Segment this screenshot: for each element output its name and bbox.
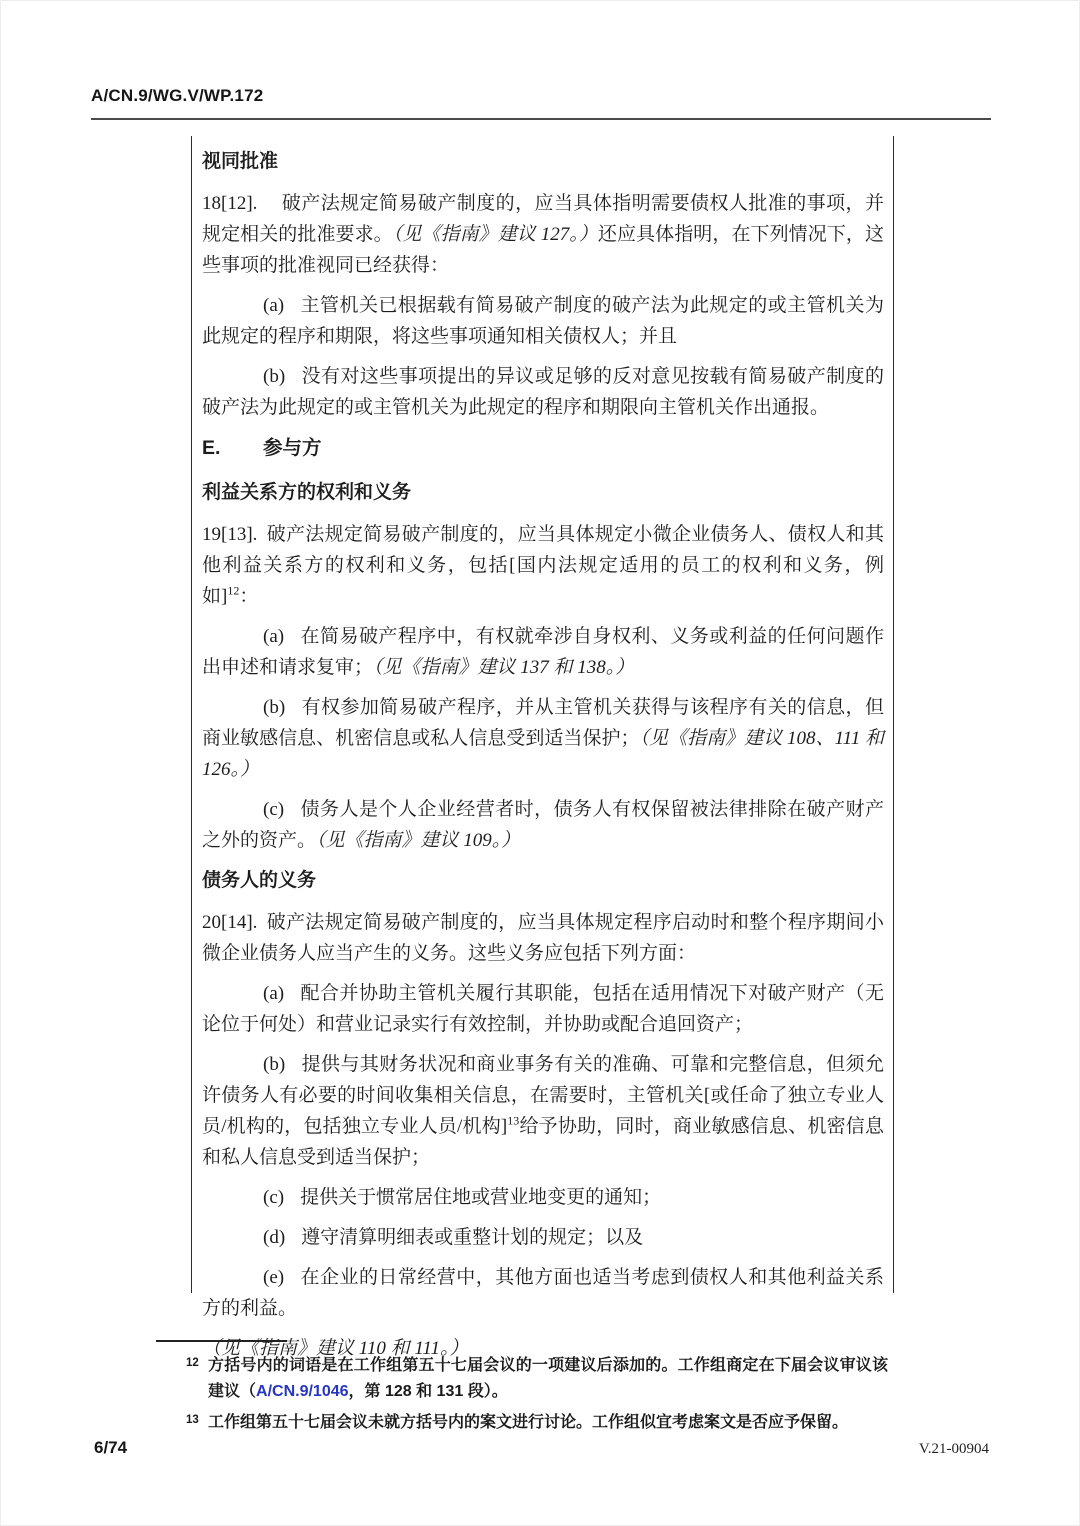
item-label: (a) bbox=[263, 983, 285, 1004]
heading-debtor-obligations: 债务人的义务 bbox=[202, 870, 317, 891]
final-guide-citation: （见《指南》建议 110 和 111。） bbox=[202, 1338, 469, 1359]
section-letter: E. bbox=[202, 437, 221, 459]
list-item-20d bbox=[202, 1222, 884, 1253]
footnote-ref-13: 13 bbox=[507, 1113, 520, 1128]
footnote-separator bbox=[156, 1340, 287, 1342]
heading-deemed-approval: 视同批准 bbox=[202, 151, 279, 172]
item-label: (c) bbox=[263, 799, 285, 820]
para-text: 破产法规定简易破产制度的，应当具体指明需要债权人批准的事项，并规定相关的批准要求。 bbox=[202, 193, 884, 245]
footnote-ref-12: 12 bbox=[227, 583, 240, 598]
footnote-text: 工作组第五十七届会议未就方括号内的案文进行讨论。工作组似宜考虑案文是否应予保留。 bbox=[208, 1414, 849, 1431]
item-label: (b) bbox=[263, 366, 286, 387]
item-text: 遵守清算明细表或重整计划的规定；以及 bbox=[301, 1227, 644, 1248]
list-item-19a bbox=[202, 621, 884, 683]
doc-reference-link[interactable]: A/CN.9/1046 bbox=[256, 1383, 349, 1400]
footnote-number: 12 bbox=[186, 1357, 199, 1369]
header-rule bbox=[91, 118, 991, 120]
guide-citation: （见《指南》建议 109。） bbox=[316, 830, 521, 851]
para-number: 18[12]. bbox=[202, 193, 258, 214]
item-label: (d) bbox=[263, 1227, 286, 1248]
para-text: 破产法规定简易破产制度的，应当具体规定小微企业债务人、债权人和其他利益关系方的权利和义务，包括[国内法规定适用的员工的权利和义务，例如] bbox=[202, 524, 884, 607]
para-text: 破产法规定简易破产制度的，应当具体规定程序启动时和整个程序期间小微企业债务人应当产生的义务。这些义务应包括下列方面： bbox=[202, 912, 884, 964]
item-text: 在企业的日常经营中，其他方面也适当考虑到债权人和其他利益关系方的利益。 bbox=[202, 1267, 884, 1319]
heading-rights-obligations: 利益关系方的权利和义务 bbox=[202, 482, 412, 503]
para-number: 20[14]. bbox=[202, 912, 258, 933]
footnote-number: 13 bbox=[186, 1414, 199, 1426]
change-bar-left bbox=[191, 136, 192, 1293]
list-item-18a bbox=[202, 290, 884, 352]
item-label: (b) bbox=[263, 1054, 286, 1075]
item-text: 有权参加简易破产程序，并从主管机关获得与该程序有关的信息，但商业敏感信息、机密信息或私人信息受到适当保护； bbox=[202, 697, 884, 749]
footnote-13 bbox=[186, 1410, 888, 1436]
guide-citation: （见《指南》建议 127。） bbox=[392, 224, 598, 245]
list-item-18b bbox=[202, 361, 884, 423]
list-item-20c bbox=[202, 1182, 884, 1213]
para-18-12 bbox=[202, 188, 884, 281]
item-text: 配合并协助主管机关履行其职能，包括在适用情况下对破产财产（无论位于何处）和营业记录实行有效控制，并协助或配合追回资产； bbox=[202, 983, 884, 1035]
item-label: (c) bbox=[263, 1187, 285, 1208]
section-title: 参与方 bbox=[263, 437, 322, 459]
change-bar-right bbox=[893, 136, 894, 1293]
footnote-text: ，第 128 和 131 段）。 bbox=[348, 1383, 508, 1400]
item-text: 没有对这些事项提出的异议或足够的反对意见按载有简易破产制度的破产法为此规定的或主管机关为此规定的程序和期限向主管机关作出通报。 bbox=[202, 366, 884, 418]
para-text: ： bbox=[239, 586, 259, 607]
para-19-13 bbox=[202, 519, 884, 612]
para-text: 还应具体指明，在下列情况下，这些事项的批准视同已经获得： bbox=[202, 224, 884, 276]
doc-id: V.21-00904 bbox=[918, 1441, 989, 1457]
item-label: (e) bbox=[263, 1267, 285, 1288]
footnote-12 bbox=[186, 1353, 888, 1405]
item-text: 提供关于惯常居住地或营业地变更的通知； bbox=[300, 1187, 662, 1208]
list-item-20a bbox=[202, 978, 884, 1040]
list-item-19c bbox=[202, 794, 884, 856]
item-text: 给予协助，同时，商业敏感信息、机密信息和私人信息受到适当保护； bbox=[202, 1116, 884, 1168]
item-label: (b) bbox=[263, 697, 286, 718]
para-number: 19[13]. bbox=[202, 524, 258, 545]
item-text: 债务人是个人企业经营者时，债务人有权保留被法律排除在破产财产之外的资产。 bbox=[202, 799, 884, 851]
guide-citation: （见《指南》建议 108、111 和 126。） bbox=[202, 728, 884, 780]
guide-citation: （见《指南》建议 137 和 138。） bbox=[373, 657, 635, 678]
item-label: (a) bbox=[263, 626, 285, 647]
footnotes bbox=[186, 1353, 888, 1441]
list-item-19b bbox=[202, 692, 884, 785]
item-text: 提供与其财务状况和商业事务有关的准确、可靠和完整信息，但须允许债务人有必要的时间收集相关信息，在需要时，主管机关[或任命了独立专业人员/机构的，包括独立专业人员/机构] bbox=[202, 1054, 884, 1137]
item-text: 在简易破产程序中，有权就牵涉自身权利、义务或利益的任何问题作出申述和请求复审； bbox=[202, 626, 884, 678]
section-heading-e bbox=[202, 433, 884, 464]
para-20-14 bbox=[202, 907, 884, 969]
document-body bbox=[202, 142, 884, 1373]
item-label: (a) bbox=[263, 295, 285, 316]
doc-symbol: A/CN.9/WG.V/WP.172 bbox=[91, 86, 264, 105]
item-text: 主管机关已根据载有简易破产制度的破产法为此规定的或主管机关为此规定的程序和期限，将这些事项通知相关债权人；并且 bbox=[202, 295, 884, 347]
list-item-20e bbox=[202, 1262, 884, 1324]
page-number: 6/74 bbox=[94, 1438, 128, 1457]
list-item-20b bbox=[202, 1049, 884, 1173]
footnote-text: 方括号内的词语是在工作组第五十七届会议的一项建议后添加的。工作组商定在下届会议审议该建议（ bbox=[208, 1357, 888, 1400]
